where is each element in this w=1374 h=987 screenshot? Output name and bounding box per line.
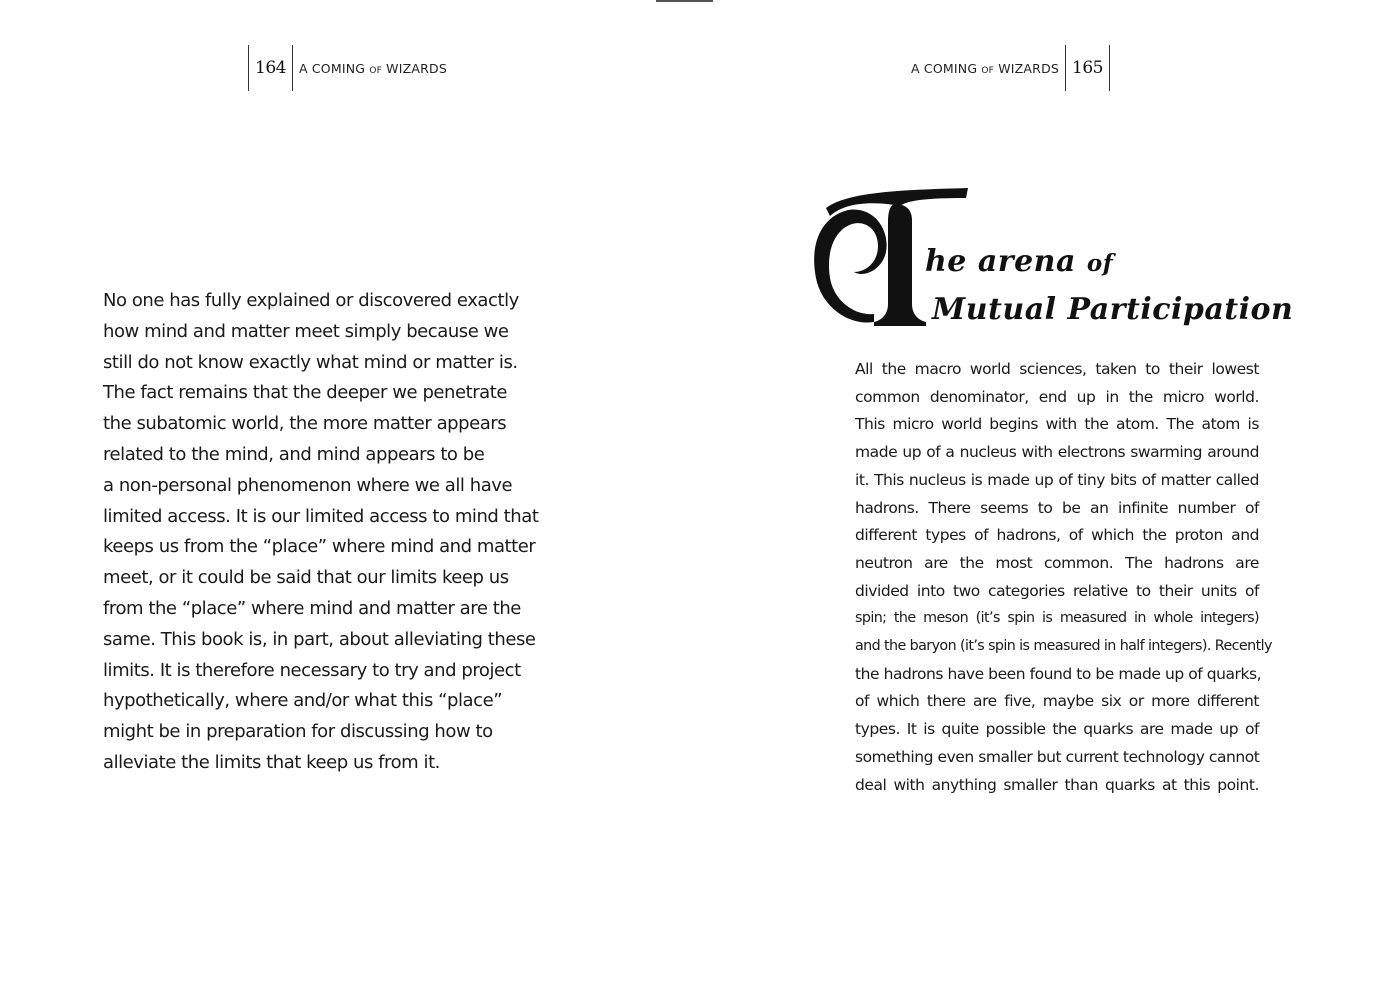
right-body-text bbox=[855, 356, 1272, 799]
text-line: types. It is quite possible the quarks are made up of bbox=[855, 720, 1259, 739]
text-line: related to the mind, and mind appears to be bbox=[103, 443, 485, 465]
text-line: same. This book is, in part, about alleviating these bbox=[103, 628, 536, 650]
book-title-right: A COMING OF WIZARDS bbox=[911, 60, 1060, 76]
text-line: of which there are five, maybe six or more different bbox=[855, 692, 1259, 711]
text-line: neutron are the most common. The hadrons are bbox=[855, 553, 1259, 572]
text-line: meet, or it could be said that our limits keep us bbox=[103, 567, 509, 589]
text-line: from the “place” where mind and matter are the bbox=[103, 597, 521, 619]
text-line: The fact remains that the deeper we penetrate bbox=[103, 382, 507, 404]
left-body-text bbox=[103, 286, 539, 779]
header-rule bbox=[1109, 45, 1110, 91]
text-line: hypothetically, where and/or what this “place” bbox=[103, 690, 503, 712]
text-line: deal with anything smaller than quarks at this point. bbox=[855, 775, 1259, 794]
text-line: common denominator, end up in the micro world. bbox=[855, 387, 1259, 406]
text-line: This micro world begins with the atom. The atom is bbox=[855, 415, 1259, 434]
text-line: made up of a nucleus with electrons swarming around bbox=[855, 443, 1259, 462]
chapter-title-line-1: he arena of bbox=[925, 244, 1114, 279]
text-line: limits. It is therefore necessary to try and project bbox=[103, 659, 521, 681]
text-line: might be in preparation for discussing how to bbox=[103, 721, 493, 743]
text-line: spin; the meson (it’s spin is measured in whole integers) bbox=[855, 610, 1259, 627]
chapter-title-line-2: Mutual Participation bbox=[932, 292, 1294, 327]
text-line: the subatomic world, the more matter appears bbox=[103, 413, 507, 435]
book-title-left: A COMING OF WIZARDS bbox=[298, 60, 447, 76]
text-line: still do not know exactly what mind or matter is. bbox=[103, 351, 518, 373]
text-line: No one has fully explained or discovered exactly bbox=[103, 290, 519, 311]
text-line: the hadrons have been found to be made up of quarks, bbox=[855, 664, 1262, 683]
left-running-header bbox=[248, 45, 453, 91]
page-number-left: 164 bbox=[255, 58, 286, 78]
text-line: something even smaller but current technology cannot bbox=[855, 747, 1260, 766]
text-line: keeps us from the “place” where mind and matter bbox=[103, 536, 536, 558]
right-running-header bbox=[905, 45, 1110, 91]
text-line: a non-personal phenomenon where we all have bbox=[103, 474, 513, 496]
text-line: it. This nucleus is made up of tiny bits of matter called bbox=[855, 470, 1259, 489]
text-line: and the baryon (it’s spin is measured in half integers). Recently bbox=[855, 638, 1272, 655]
text-line: how mind and matter meet simply because we bbox=[103, 320, 509, 342]
text-line: different types of hadrons, of which the proton and bbox=[855, 526, 1259, 545]
text-line: All the macro world sciences, taken to their lowest bbox=[855, 360, 1259, 378]
page-number-right: 165 bbox=[1072, 58, 1103, 78]
text-line: alleviate the limits that keep us from it. bbox=[103, 751, 440, 773]
text-line: divided into two categories relative to their units of bbox=[855, 581, 1259, 600]
text-line: limited access. It is our limited access to mind that bbox=[103, 505, 539, 527]
text-line: hadrons. There seems to be an infinite number of bbox=[855, 498, 1259, 517]
